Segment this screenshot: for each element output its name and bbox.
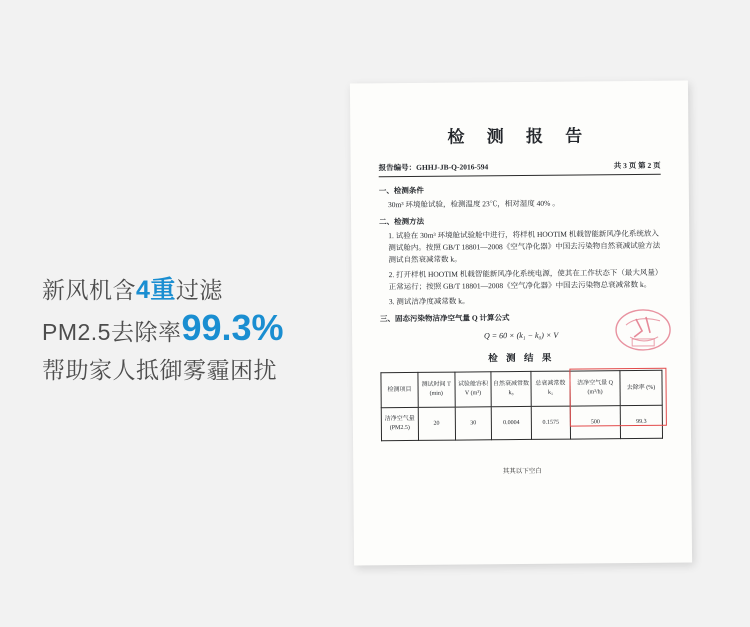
official-stamp-icon — [612, 299, 675, 362]
td-cadr: 500 — [570, 406, 620, 439]
section-1-text: 30m³ 环境舱试验，检测温度 23℃，相对湿度 40% 。 — [387, 198, 560, 210]
td-k1: 0.1575 — [531, 406, 571, 439]
results-table-wrap — [380, 370, 663, 441]
results-table — [380, 370, 663, 441]
promo-line-3: 帮助家人抵御雾霾困扰 — [42, 357, 277, 383]
report-number: 报告编号：GHHJ-JB-Q-2016-594 — [378, 162, 489, 173]
section-2-item-3: 3. 测试洁净度减常数 k。 — [388, 296, 470, 307]
section-3-title: 三、固态污染物洁净空气量 Q 计算公式 — [379, 313, 510, 324]
report-title: 检 测 报 告 — [447, 126, 592, 147]
section-1-title: 一、检测条件 — [378, 185, 424, 196]
td-removal: 99.3 — [620, 405, 662, 438]
table-header-row — [381, 370, 662, 407]
td-time: 20 — [418, 407, 455, 440]
promo-line-1-pre: 新风机含 — [42, 277, 136, 303]
results-title: 检 测 结 果 — [488, 353, 555, 365]
report-page-info: 共 3 页 第 2 页 — [613, 160, 661, 171]
promo-line-1-highlight: 4重 — [136, 276, 176, 304]
th-time: 测试时间 T (min) — [418, 372, 455, 407]
th-item: 检测项目 — [381, 372, 418, 407]
promo-line-2 — [42, 308, 342, 352]
td-item: 洁净空气量 (PM2.5) — [381, 407, 418, 440]
report-meta — [379, 160, 661, 177]
promo-copy — [42, 272, 342, 388]
th-removal: 去除率 (%) — [620, 370, 662, 405]
th-k1: 总衰减常数 k₁ — [531, 371, 571, 406]
section-2-item-2: 2. 打开样机 HOOTIM 机载智能新风净化系统电源，使其在工作状态下（最大风量）正常运行；按照 GB/T 18801—2008《空气净化器》中国去污染物总衰减常数 k。 — [388, 267, 659, 292]
td-k0: 0.0004 — [492, 406, 532, 439]
td-volume: 30 — [455, 407, 492, 440]
th-volume: 试验舱容积 V (m³) — [454, 372, 491, 407]
report-footnote: 其其以下空白 — [502, 467, 542, 476]
test-report-sheet — [350, 81, 692, 566]
section-2-item-1: 1. 试验在 30m³ 环境舱试验舱中进行，将样机 HOOTIM 机载智能新风净化系统放入测试舱内。按照 GB/T 18801—2008《空气净化器》中国去污染物自然衰减试验方法测试自然衰减常数 k。 — [388, 228, 661, 265]
promo-removal-rate: 99.3% — [181, 307, 284, 348]
formula: Q = 60 × (k₁ − k₀) × V — [483, 330, 559, 341]
th-k0: 自然衰减常数 k₀ — [491, 371, 531, 406]
table-row — [381, 405, 662, 440]
section-2-title: 二、检测方法 — [379, 216, 425, 227]
promo-line-1-post: 过滤 — [175, 277, 223, 303]
promo-line-2-pre: PM2.5去除率 — [42, 319, 182, 345]
promo-line-1 — [42, 272, 342, 308]
th-cadr: 洁净空气量 Q (m³/h) — [570, 371, 620, 406]
